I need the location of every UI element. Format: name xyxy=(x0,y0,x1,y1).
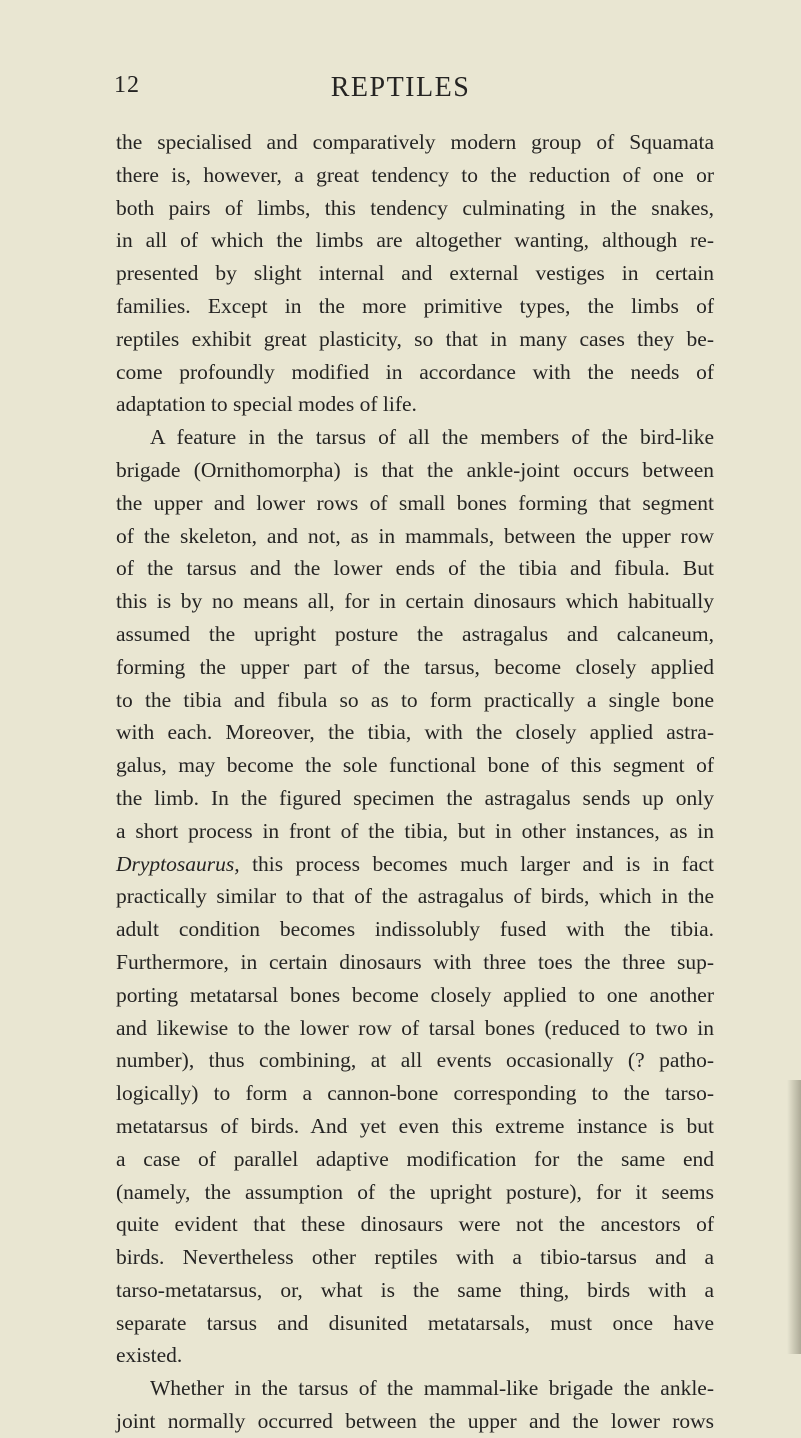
text-line: existed. xyxy=(116,1343,183,1368)
paragraph-start-line: Whether in the tarsus of the mammal-like brigade the ankle- xyxy=(150,1376,714,1401)
text-line: and likewise to the lower row of tarsal bones (reduced to two in xyxy=(116,1015,714,1040)
text-line: Furthermore, in certain dinosaurs with three toes the three sup- xyxy=(116,949,714,974)
text-line: tarso-metatarsus, or, what is the same thing, birds with a xyxy=(116,1277,714,1302)
text-line: metatarsus of birds. And yet even this extreme instance is but xyxy=(116,1113,714,1138)
text-line-with-italic xyxy=(116,848,714,881)
text-line: joint normally occurred between the upper and the lower rows xyxy=(116,1409,714,1434)
text-line: separate tarsus and disunited metatarsals, must once have xyxy=(116,1310,714,1335)
text-line: logically) to form a cannon-bone corresponding to the tarso- xyxy=(116,1081,714,1106)
text-line: porting metatarsal bones become closely applied to one another xyxy=(116,982,714,1007)
text-line: practically similar to that of the astragalus of birds, which in the xyxy=(116,884,714,909)
text-line: galus, may become the sole functional bone of this segment of xyxy=(116,753,714,778)
text-line: brigade (Ornithomorpha) is that the ankle-joint occurs between xyxy=(116,457,714,482)
text-line: number), thus combining, at all events occasionally (? patho- xyxy=(116,1048,714,1073)
text-line: a short process in front of the tibia, but in other instances, as in xyxy=(116,818,714,843)
paragraph-start-line: A feature in the tarsus of all the members of the bird-like xyxy=(150,425,714,450)
text-line: in all of which the limbs are altogether wanting, although re- xyxy=(116,228,714,253)
text-line: (namely, the assumption of the upright posture), for it seems xyxy=(116,1179,714,1204)
page-number: 12 xyxy=(114,72,140,98)
text-line: quite evident that these dinosaurs were not the ancestors of xyxy=(116,1212,714,1237)
text-line: of the tarsus and the lower ends of the tibia and fibula. But xyxy=(116,556,714,581)
text-line: both pairs of limbs, this tendency culminating in the snakes, xyxy=(116,195,714,220)
text-line: assumed the upright posture the astragalus and calcaneum, xyxy=(116,621,714,646)
text-line: of the skeleton, and not, as in mammals, between the upper row xyxy=(116,523,714,548)
text-line: presented by slight internal and external vestiges in certain xyxy=(116,261,714,286)
page-edge-shadow xyxy=(787,1080,801,1354)
page-header xyxy=(0,72,801,112)
text-line: with each. Moreover, the tibia, with the closely applied astra- xyxy=(116,720,714,745)
running-title: REPTILES xyxy=(330,72,471,103)
text-line: forming the upper part of the tarsus, become closely applied xyxy=(116,654,714,679)
text-line: this is by no means all, for in certain dinosaurs which habitually xyxy=(116,589,714,614)
text-line: adult condition becomes indissolubly fused with the tibia. xyxy=(116,917,714,942)
text-line: a case of parallel adaptive modification for the same end xyxy=(116,1146,714,1171)
text-line: reptiles exhibit great plasticity, so that in many cases they be- xyxy=(116,326,714,351)
text-line: come profoundly modified in accordance with the needs of xyxy=(116,359,714,384)
genus-name-italic: Dryptosaurus, xyxy=(116,851,240,876)
body-text xyxy=(116,126,714,1438)
text-line: families. Except in the more primitive types, the limbs of xyxy=(116,293,714,318)
text-line: adaptation to special modes of life. xyxy=(116,392,417,417)
text-line-rest: this process becomes much larger and is in fact xyxy=(252,851,715,876)
text-line: the limb. In the figured specimen the astragalus sends up only xyxy=(116,785,714,810)
text-line: the specialised and comparatively modern group of Squamata xyxy=(116,130,714,154)
text-line: birds. Nevertheless other reptiles with a tibio-tarsus and a xyxy=(116,1245,714,1270)
text-line: the upper and lower rows of small bones forming that segment xyxy=(116,490,714,515)
text-line: to the tibia and fibula so as to form practically a single bone xyxy=(116,687,714,712)
text-line: there is, however, a great tendency to the reduction of one or xyxy=(116,162,714,187)
